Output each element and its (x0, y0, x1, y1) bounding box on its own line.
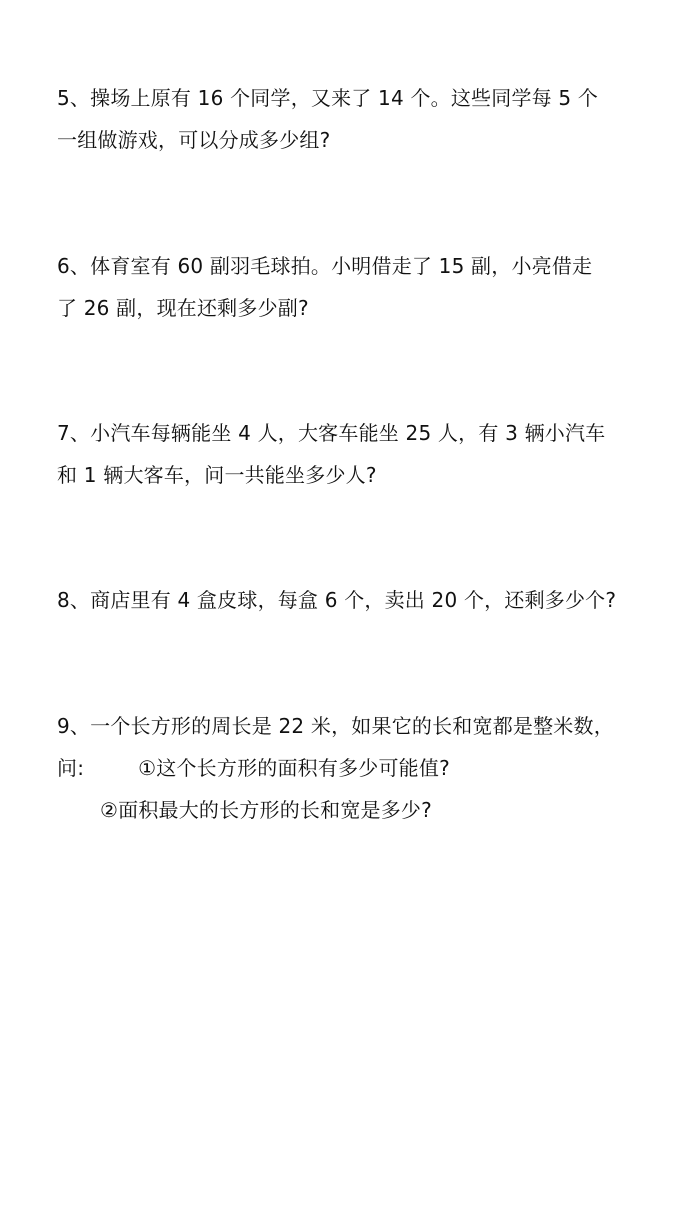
problem-9-subquestion-1: ①这个长方形的面积有多少可能值? (138, 756, 450, 780)
problem-6-line-1: 6、体育室有 60 副羽毛球拍。小明借走了 15 副，小亮借走 (57, 254, 593, 278)
problem-9-line-1: 9、一个长方形的周长是 22 米，如果它的长和宽都是整米数， (57, 714, 614, 738)
problem-9-line-2 (57, 754, 450, 782)
problem-7-line-1: 7、小汽车每辆能坐 4 人，大客车能坐 25 人，有 3 辆小汽车 (57, 421, 606, 445)
problem-6-line-2: 了 26 副，现在还剩多少副? (57, 296, 309, 320)
problem-7-line-2: 和 1 辆大客车，问一共能坐多少人? (57, 463, 377, 487)
problem-5-line-1: 5、操场上原有 16 个同学，又来了 14 个。这些同学每 5 个 (57, 86, 599, 110)
problem-9-subquestion-2: ②面积最大的长方形的长和宽是多少? (100, 798, 432, 822)
problem-8-line-1: 8、商店里有 4 盒皮球，每盒 6 个，卖出 20 个，还剩多少个? (57, 588, 617, 612)
problem-9-ask-label: 问: (57, 756, 85, 780)
problem-5-line-2: 一组做游戏，可以分成多少组? (57, 128, 331, 152)
